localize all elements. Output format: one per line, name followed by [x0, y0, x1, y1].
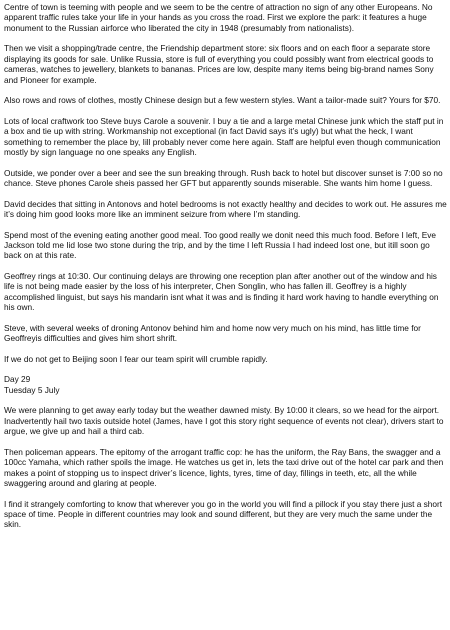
paragraph-policeman: Then policeman appears. The epitomy of the arrogant traffic cop: he has the uniform, the Ray Bans, the swagger and a 100cc Yamaha, which rather spoils the image. He watches us get in, lets the taxi drive out of the hotel car park and then makes a point of stopping us to inspect driver’s licence, lights, tyres, time of day, fillings in teeth, etc, all the while swaggering around and glaring at people.: [4, 446, 444, 489]
paragraph-outside-beer: Outside, we ponder over a beer and see the sun breaking through. Rush back to hotel but discover sunset is 7:00 so no chance. Steve phones Carole sheis passed her GFT but apparently sounds miserable. She wants him home I guess.: [4, 167, 443, 189]
date-heading: Tuesday 5 July: [4, 384, 60, 395]
paragraph-geoffrey-rings: Geoffrey rings at 10:30. Our continuing delays are throwing one reception plan after another out of the window and his life is not being made easier by the loss of his interpreter, Chen Songlin, who has fallen ill. Geoffrey is a highly accomplished linguist, but says his mandarin isnt what it was and is finding it hard work having to handle everything on his own.: [4, 271, 439, 313]
paragraph-work-out: David decides that sitting in Antonovs and hotel bedrooms is not exactly healthy and decides to work out. He assures me it’s doing him good looks more like an imminent seizure from where I’m standing.: [4, 198, 447, 220]
day-heading: Day 29: [4, 374, 31, 385]
paragraph-pillock: I find it strangely comforting to know that wherever you go in the world you will find a pillock if you stay there just a short space of time. People in different countries may look and sound different, but they are very much the same under the skin.: [4, 498, 443, 530]
paragraph-town-centre: Centre of town is teeming with people and we seem to be the centre of attraction no sign of any other Europeans. No apparent traffic rules take your life in your hands as you cross the road. First we explore the park: it features a huge monument to the Russian airforce who liberated the city in 1948 (presumably from nationalists).: [4, 2, 433, 33]
paragraph-evening-meal: Spend most of the evening eating another good meal. Too good really we donit need this much food. Before I left, Eve Jackson told me Iid lose two stone during the trip, and by the time I left Russia I had indeed lost one, but itill soon go back on at this rate.: [4, 229, 437, 261]
paragraph-department-store: Then we visit a shopping/trade centre, the Friendship department store: six floors and on each floor a separate store displaying its goods for sale. Unlike Russia, store is full of everything you could possibly want from electrical goods to cameras, watches to jewellery, blankets to bananas. Prices are low, despite many items being big-brand names Sony and Pioneer for example.: [4, 43, 434, 85]
paragraph-clothes: Also rows and rows of clothes, mostly Chinese design but a few western styles. Want a tailor-made suit? Yours for $70.: [4, 95, 441, 106]
paragraph-craftwork: Lots of local craftwork too Steve buys Carole a souvenir. I buy a tie and a large metal Chinese junk which the staff put in a box and tie up with string. Workmanship not exceptional (in fact David says it’s ugly) but what the heck, I want something to remember the place by, Iill probably never come here again. Staff are helpful even though communication mostly by sign language no one speaks any English.: [4, 115, 444, 158]
paragraph-airport-taxis: We were planning to get away early today but the weather dawned misty. By 10:00 it clears, so we head for the airport. Inadvertently hail two taxis outside hotel (James, have I got this story right sequence of events not clear), drivers start to argue, we give up and hail a third cab.: [4, 405, 444, 437]
paragraph-team-spirit: If we do not get to Beijing soon I fear our team spirit will crumble rapidly.: [4, 353, 268, 364]
paragraph-steve-short-shrift: Steve, with several weeks of droning Antonov behind him and home now very much on his mind, has little time for Geoffreyis difficulties and gives him short shrift.: [4, 322, 421, 344]
document-page: [4, 2, 448, 540]
